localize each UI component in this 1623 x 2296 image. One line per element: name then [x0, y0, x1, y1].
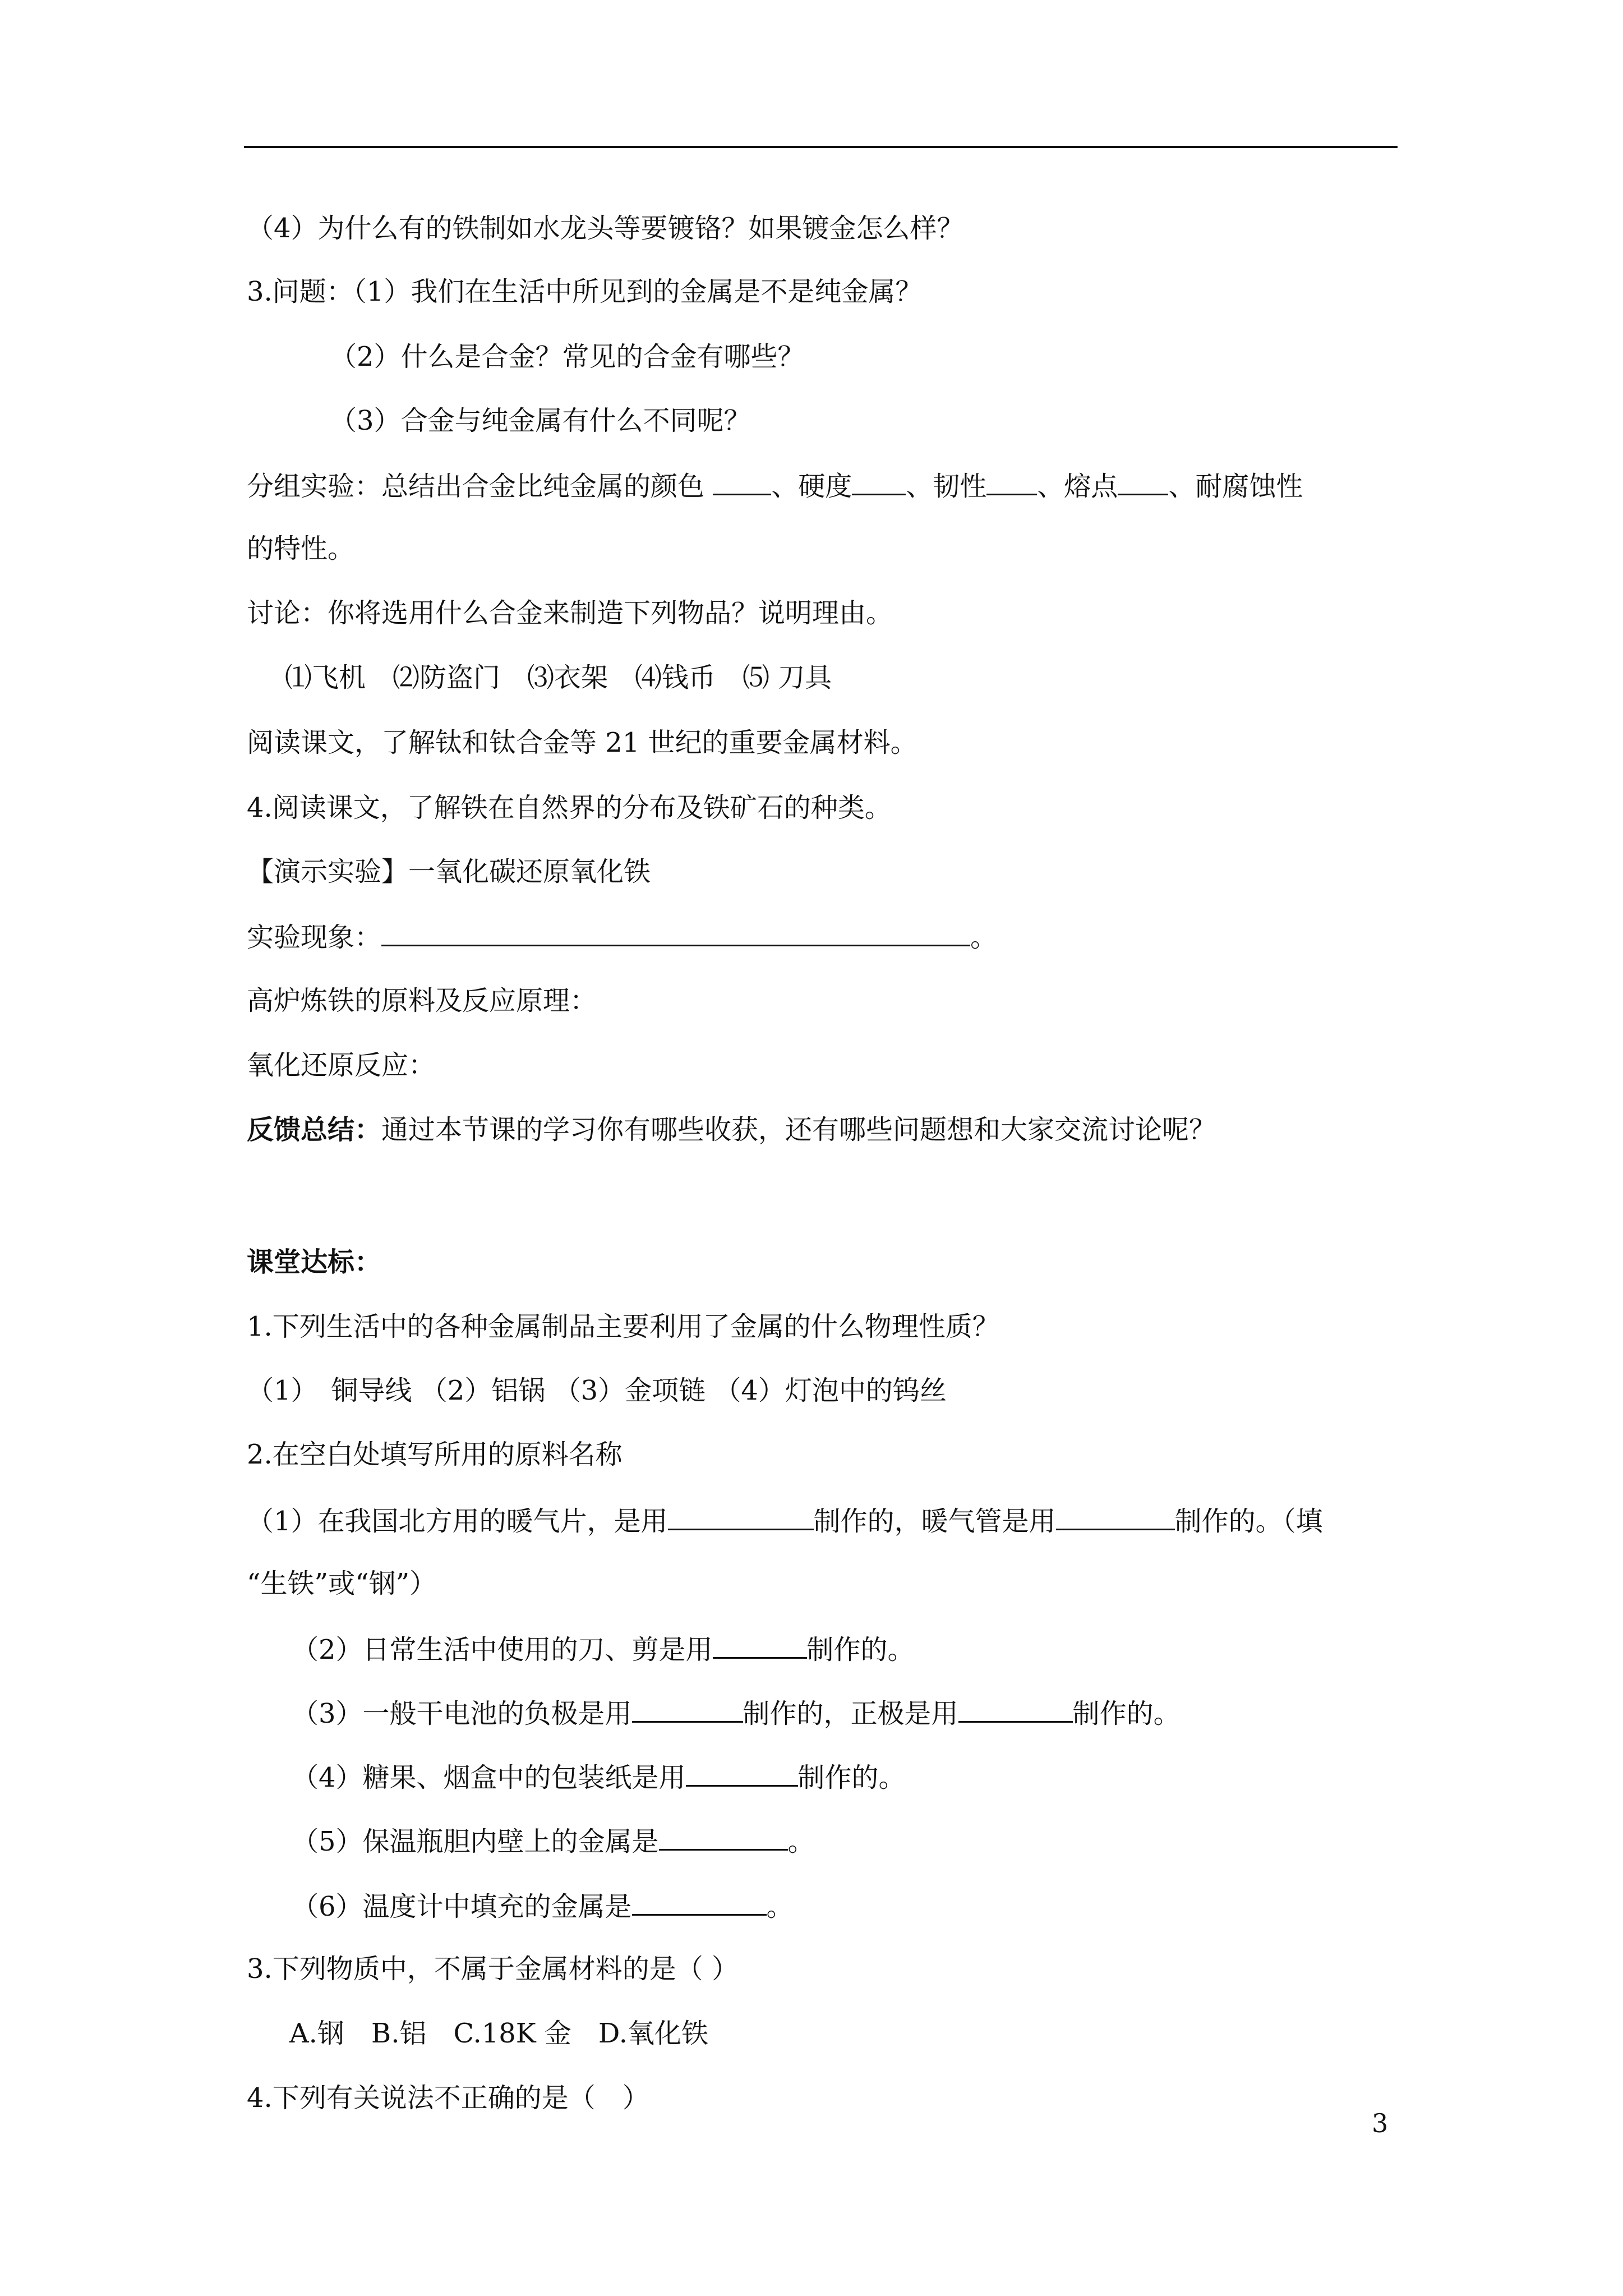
experiment-phenomenon-end: 。: [970, 922, 998, 953]
question-3-2: （2）什么是合金？常见的合金有哪些？: [330, 341, 805, 372]
group-experiment-line: [247, 468, 1303, 503]
exercise-2-6-text-b: 。: [766, 1891, 794, 1922]
feedback-summary-label: 反馈总结：: [247, 1114, 382, 1145]
exercise-2-3-text-c: 制作的。: [1072, 1698, 1181, 1729]
blank-positive-electrode[interactable]: [958, 1695, 1073, 1723]
exercise-2-1-text-c: 制作的。（填: [1174, 1506, 1323, 1537]
blank-thermometer-metal[interactable]: [632, 1888, 767, 1916]
exercise-1-items: （1） 铜导线 （2）铝锅 （3）金项链 （4）灯泡中的钨丝: [247, 1375, 947, 1406]
blank-radiator[interactable]: [668, 1503, 814, 1530]
blank-toughness[interactable]: [986, 468, 1037, 495]
exercise-2-4-line: [292, 1759, 906, 1795]
discussion-items: ⑴飞机 ⑵防盗门 ⑶衣架 ⑷钱币 ⑸ 刀具: [285, 662, 832, 693]
blast-furnace-principle: 高炉炼铁的原料及反应原理：: [247, 985, 597, 1016]
experiment-phenomenon-line: [247, 919, 997, 954]
group-experiment-continued: 的特性。: [247, 533, 355, 564]
exercise-2-4-text-b: 制作的。: [797, 1762, 906, 1793]
exercise-2-3-text-a: （3）一般干电池的负极是用: [292, 1698, 632, 1729]
redox-reaction: 氧化还原反应：: [247, 1050, 436, 1081]
exercise-2-2-text-b: 制作的。: [806, 1634, 915, 1665]
exercise-2-6-text-a: （6）温度计中填充的金属是: [292, 1891, 632, 1922]
question-3-3: （3）合金与纯金属有什么不同呢？: [330, 405, 751, 436]
blank-color[interactable]: [713, 468, 771, 495]
exercise-2-1-text-b: 制作的，暖气管是用: [813, 1506, 1056, 1537]
group-experiment-text-a: 分组实验：总结出合金比纯金属的颜色: [247, 471, 713, 502]
experiment-phenomenon-label: 实验现象：: [247, 922, 382, 953]
group-experiment-text-d: 、熔点: [1037, 471, 1118, 502]
feedback-summary-text: 通过本节课的学习你有哪些收获，还有哪些问题想和大家交流讨论呢？: [381, 1114, 1216, 1145]
blank-hardness[interactable]: [852, 468, 906, 495]
exercise-2-4-text-a: （4）糖果、烟盒中的包装纸是用: [292, 1762, 686, 1793]
exercise-2-6-line: [292, 1888, 794, 1924]
discussion-prompt: 讨论：你将选用什么合金来制造下列物品？说明理由。: [247, 597, 893, 629]
exercise-2-3-line: [292, 1695, 1181, 1731]
blank-wrapping-paper[interactable]: [686, 1759, 798, 1787]
exercise-2: 2.在空白处填写所用的原料名称: [247, 1439, 623, 1470]
exercise-2-5-text-a: （5）保温瓶胆内壁上的金属是: [292, 1826, 659, 1857]
group-experiment-text-e: 、耐腐蚀性: [1168, 471, 1303, 502]
blank-negative-electrode[interactable]: [632, 1695, 743, 1723]
exercise-2-2-text-a: （2）日常生活中使用的刀、剪是用: [292, 1634, 713, 1665]
group-experiment-text-c: 、韧性: [906, 471, 987, 502]
group-experiment-text-b: 、硬度: [771, 471, 852, 502]
blank-melting-point[interactable]: [1118, 468, 1168, 495]
question-4-chrome: （4）为什么有的铁制如水龙头等要镀铬？如果镀金怎么样？: [247, 213, 964, 244]
blank-phenomenon[interactable]: [381, 919, 970, 946]
exercise-2-1-text-a: （1）在我国北方用的暖气片，是用: [247, 1506, 668, 1537]
exercise-2-1-continued: “生铁”或“钢”）: [247, 1568, 437, 1599]
exercise-2-1-line: [247, 1503, 1323, 1538]
header-rule: [244, 146, 1398, 148]
exercise-2-2-line: [292, 1631, 915, 1667]
page-number: 3: [1372, 2108, 1389, 2138]
exercise-3: 3.下列物质中，不属于金属材料的是（ ）: [247, 1953, 739, 1985]
exercise-4: 4.下列有关说法不正确的是（ ）: [247, 2082, 649, 2114]
blank-heating-pipe[interactable]: [1056, 1503, 1175, 1530]
reading-iron-ore: 4.阅读课文，了解铁在自然界的分布及铁矿石的种类。: [247, 792, 892, 823]
question-3-intro: 3.问题：（1）我们在生活中所见到的金属是不是纯金属？: [247, 276, 923, 307]
feedback-summary-line: [247, 1113, 1216, 1147]
exercise-2-5-line: [292, 1823, 815, 1858]
exercise-2-3-text-b: 制作的，正极是用: [743, 1698, 958, 1729]
class-exercise-heading: 课堂达标：: [247, 1246, 382, 1278]
exercise-1: 1.下列生活中的各种金属制品主要利用了金属的什么物理性质？: [247, 1311, 999, 1342]
exercise-2-5-text-b: 。: [787, 1826, 815, 1857]
reading-titanium: 阅读课文，了解钛和钛合金等 21 世纪的重要金属材料。: [247, 727, 917, 758]
blank-thermos-metal[interactable]: [659, 1823, 788, 1851]
demo-experiment-title: 【演示实验】一氧化碳还原氧化铁: [247, 856, 651, 887]
blank-knife-scissors[interactable]: [713, 1631, 807, 1659]
exercise-3-options: A.钢 B.铝 C.18K 金 D.氧化铁: [289, 2018, 708, 2049]
